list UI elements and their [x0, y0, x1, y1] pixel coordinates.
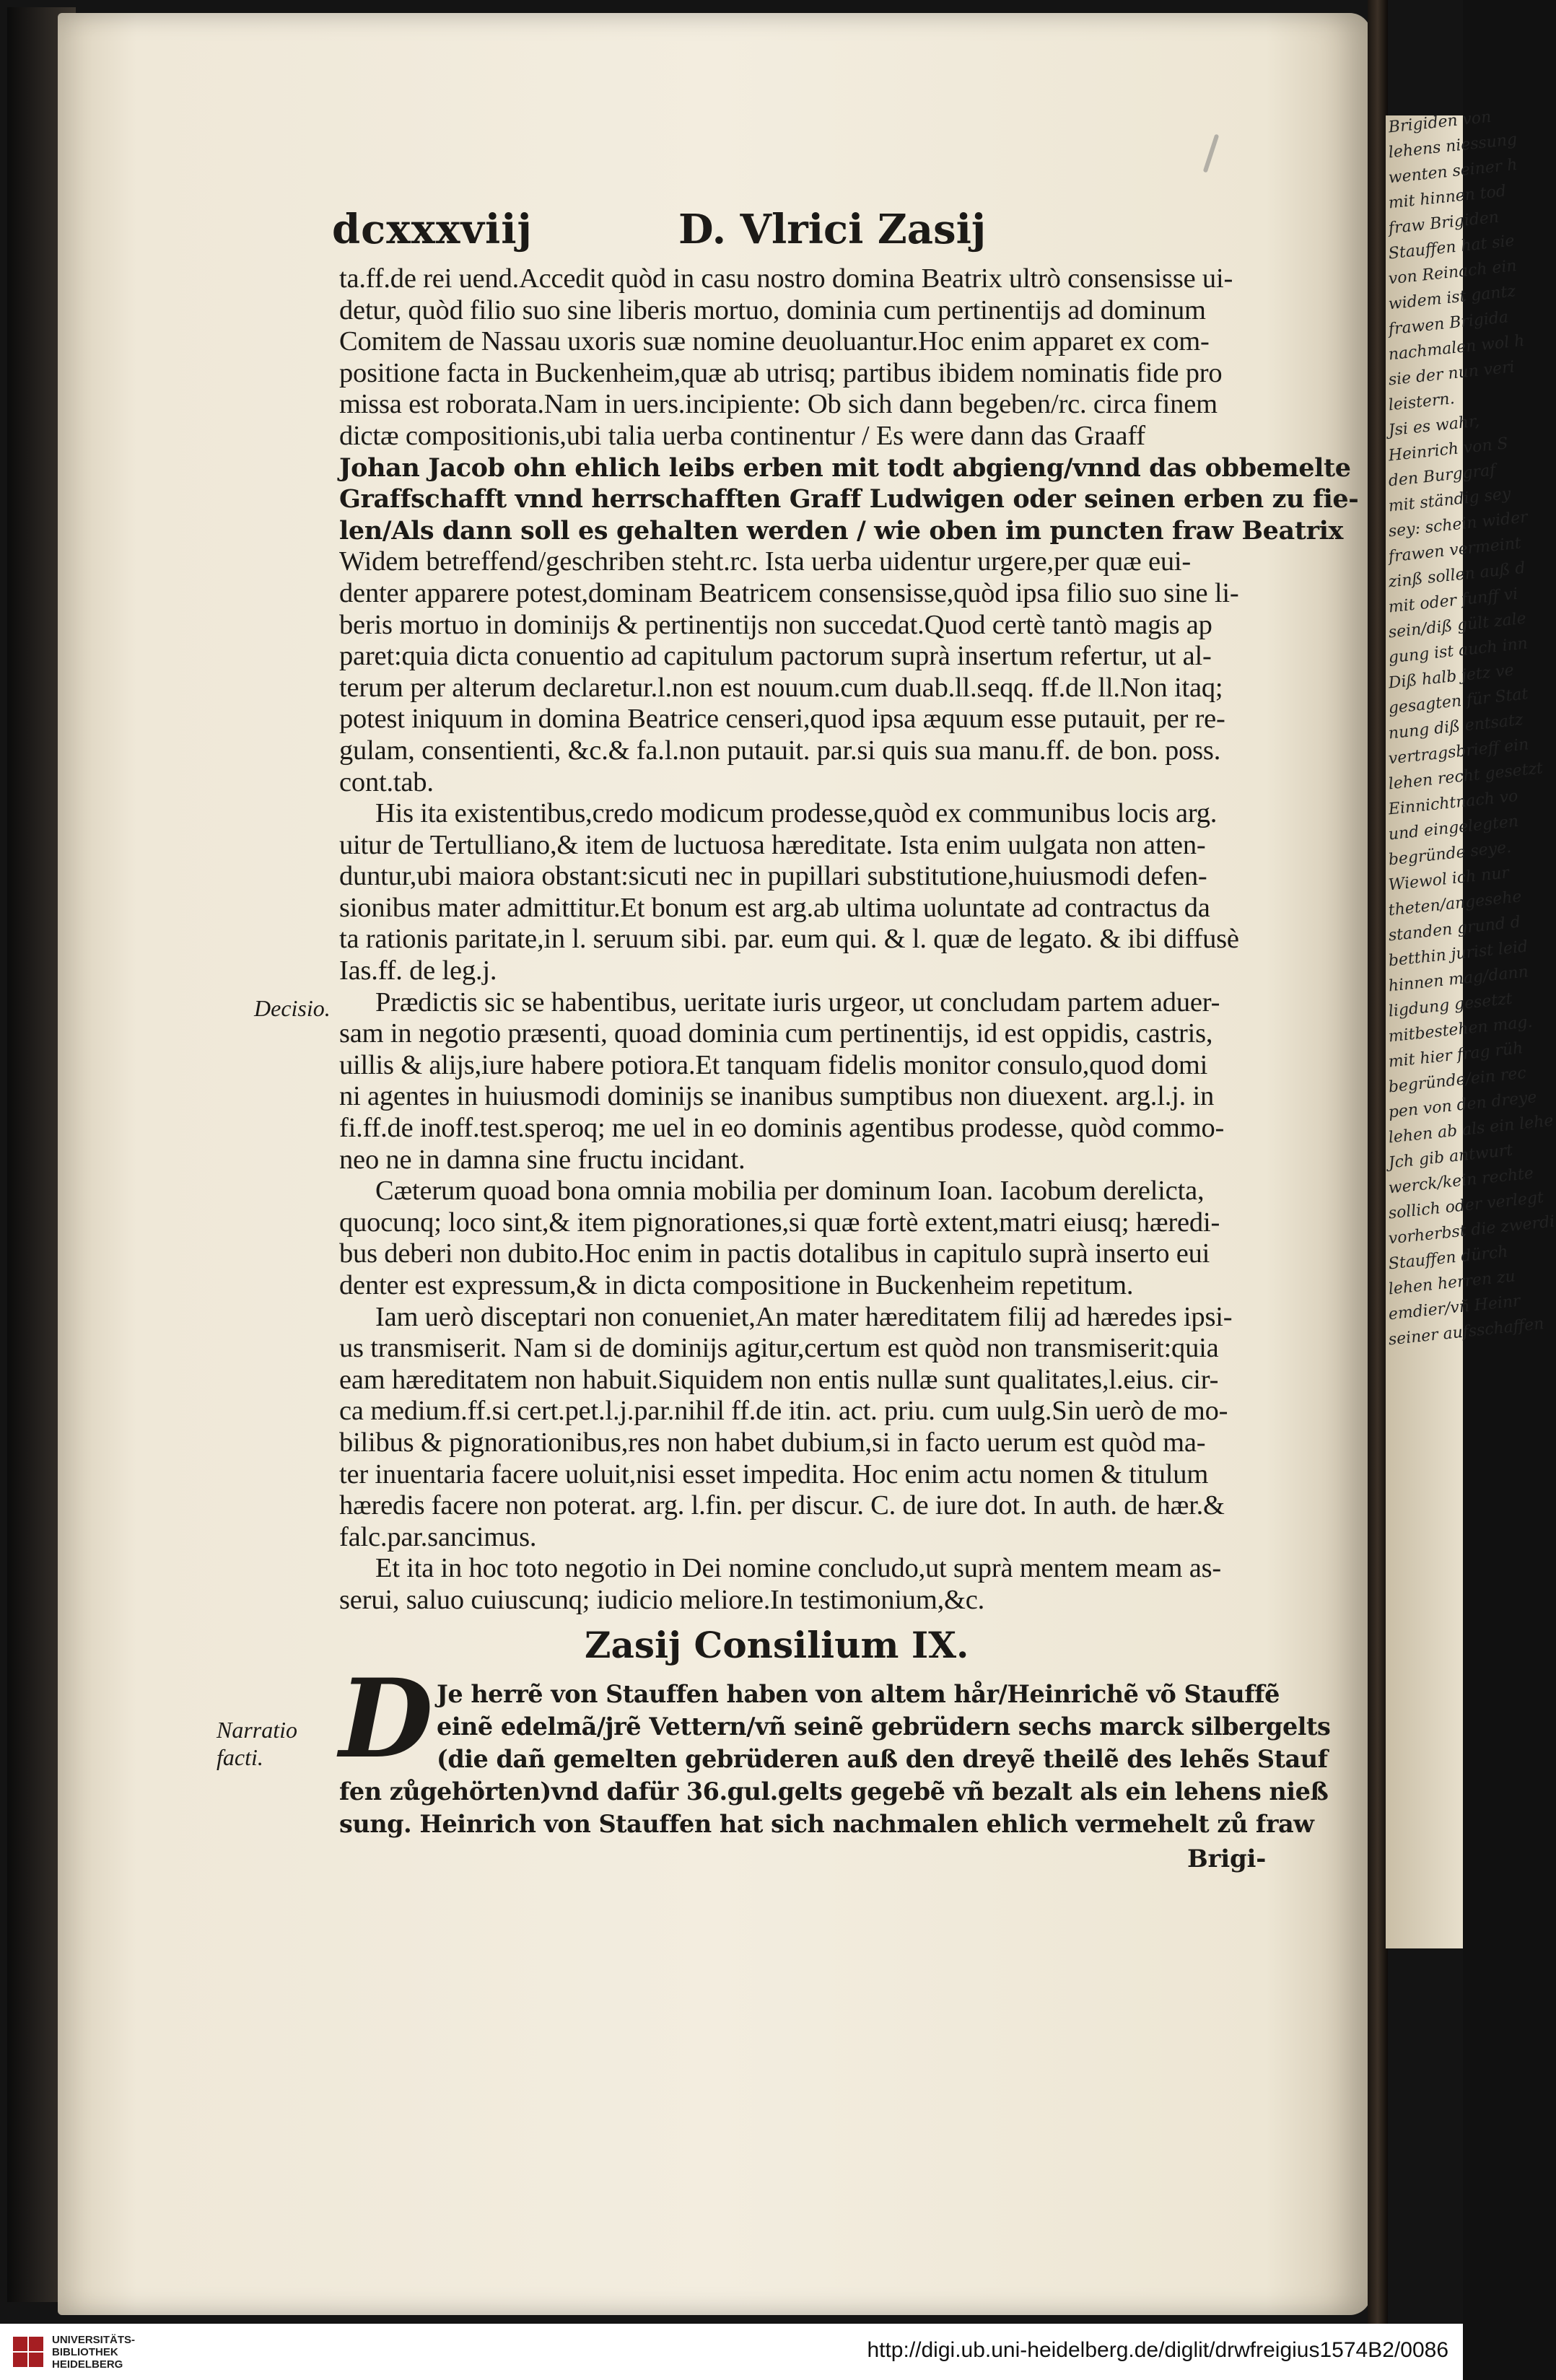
text-line: Iam uerò disceptari non conueniet,An mater hæreditatem filij ad hæredes ipsi-	[375, 1301, 1233, 1332]
facing-page-line: seiner aufsschaffen	[1387, 1315, 1545, 1349]
facing-page-line: begründe/ein rec	[1387, 1064, 1527, 1097]
facing-page-line: betthin jurist leid	[1387, 937, 1529, 971]
facing-page-line: theten/angesehe	[1387, 888, 1523, 920]
text-line: Cæterum quoad bona omnia mobilia per dominum Ioan. Iacobum derelicta,	[375, 1176, 1205, 1207]
facing-page-line: Stauffen dürch	[1387, 1243, 1509, 1274]
catchword: Brigi-	[1187, 1845, 1267, 1873]
facing-page-line: von Reinach ein	[1387, 256, 1518, 289]
text-line: uillis & alijs,iure habere potiora.Et tanquam fidelis monitor consulo,quod domi	[339, 1049, 1208, 1080]
institution-line: BIBLIOTHEK	[52, 2346, 118, 2358]
text-line: His ita existentibus,credo modicum prodesse,quòd ex communibus locis arg.	[375, 798, 1218, 829]
facing-page-line: mitbestehen mag.	[1387, 1012, 1534, 1046]
facing-page-line: Diß halb jetz ve	[1387, 661, 1515, 693]
narratio-text	[339, 1678, 1342, 1840]
marginal-note-narratio: Narratio	[217, 1717, 298, 1743]
facing-page-line: Brigiden von	[1387, 108, 1492, 137]
text-line: Ias.ff. de leg.j.	[339, 955, 497, 986]
folio-number: dcxxxviij	[332, 206, 533, 253]
facing-page-line: zinß sollen auß d	[1387, 559, 1526, 592]
institution-name	[52, 2334, 135, 2371]
text-line: fi.ff.de inoff.test.speroq; me uel in eo dominis agentibus prodesse, quòd commo-	[339, 1113, 1225, 1144]
facing-page-line: mit oder funff vi	[1387, 585, 1519, 617]
facing-page-line: Stauffen hat sie	[1387, 232, 1516, 263]
text-line: cont.tab.	[339, 766, 434, 797]
facing-page-line: Einnichtnach vo	[1387, 787, 1519, 819]
text-line: Graffschafft vnnd herrschafften Graff Ludwigen oder seinen erben zu fie-	[339, 484, 1359, 515]
text-line: quocunq; loco sint,& item pignorationes,si quæ fortè extent,matri eiusq; hæredi-	[339, 1207, 1220, 1238]
text-line: ni agentes in huiusmodi dominijs se inanibus sumptibus non diuexent. arg.l.j. in	[339, 1081, 1215, 1112]
drop-cap-initial: D	[339, 1655, 434, 1782]
consilium-body-text	[339, 263, 1359, 1616]
text-line: ter inuentaria facere uoluit,nisi esset impedita. Hoc enim actu nomen & titulum	[339, 1458, 1209, 1489]
facing-page-line: leistern.	[1387, 390, 1456, 415]
institution-line: HEIDELBERG	[52, 2358, 123, 2371]
text-line: terum per alterum declaretur.l.non est nouum.cum duab.ll.seqq. ff.de ll.Non itaq;	[339, 672, 1223, 703]
text-line: bus deberi non dubito.Hoc enim in pactis dotalibus in capitulo suprà inserto eui	[339, 1238, 1210, 1269]
facing-page-line: vorherbst die zwerdi	[1387, 1212, 1556, 1248]
text-line: hæredis facere non poterat. arg. l.fin. per discur. C. de iure dot. In auth. de hær.&	[339, 1490, 1225, 1521]
facing-page-line: den Burggraf	[1387, 461, 1497, 491]
text-line: positione facta in Buckenheim,quæ ab utrisq; partibus ibidem nominatis fide pro	[339, 357, 1223, 388]
text-line: sam in negotio præsenti, quoad dominia cum pertinentijs, id est oppidis, castris,	[339, 1018, 1213, 1049]
text-line: ta rationis paritate,in l. seruum sibi. par. eum qui. & l. quæ de legato. & ibi diffusè	[339, 924, 1239, 955]
source-url-link[interactable]: http://digi.ub.uni-heidelberg.de/diglit/drwfreigius1574B2/0086	[867, 2338, 1448, 2362]
text-line: Comitem de Nassau uxoris suæ nomine deuoluantur.Hoc enim apparet ex com-	[339, 326, 1210, 357]
text-line: Widem betreffend/geschriben steht.rc. Ista uerba uidentur urgere,per quæ eui-	[339, 546, 1192, 577]
facing-page-line: und eingelegten	[1387, 812, 1520, 844]
facing-page-line: wenten seiner h	[1387, 155, 1518, 188]
text-line: Prædictis sic se habentibus, ueritate iuris urgeor, ut concludam partem aduer-	[375, 986, 1220, 1018]
facing-page-line: lehen recht gesetzt	[1387, 759, 1544, 794]
facing-page-line: lehen herren zu	[1387, 1267, 1516, 1299]
facing-page-line: gung ist auch inn	[1387, 634, 1529, 668]
facing-page-line: sey: schein wider	[1387, 508, 1529, 541]
facing-page-edge	[1386, 108, 1556, 1948]
text-line: ca medium.ff.si cert.pet.l.j.par.nihil ff.de itin. act. priu. cum uulg.Sin uerò de mo-	[339, 1396, 1228, 1427]
facing-page-line: ligdung gesetzt	[1387, 989, 1513, 1021]
text-line: serui, saluo cuiuscunq; iudicio meliore.In testimonium,&c.	[339, 1584, 985, 1615]
marginal-note-facti: facti.	[217, 1744, 263, 1770]
text-line: gulam, consentienti, &c.& fa.l.non putauit. par.si quis sua manu.ff. de bon. poss.	[339, 735, 1221, 766]
text-line: uitur de Tertulliano,& item de luctuosa hæreditate. Ista enim uulgata non atten-	[339, 829, 1206, 860]
text-line: Johan Jacob ohn ehlich leibs erben mit todt abgieng/vnnd das obbemelte	[339, 452, 1351, 483]
running-title: D. Vlrici Zasij	[678, 206, 987, 253]
facing-page-line: sein/diß gült zale	[1387, 609, 1527, 642]
facing-page-line: vertragsbrieff ein	[1387, 735, 1530, 769]
text-line: detur, quòd filio suo sine liberis mortuo, dominia cum pertinentijs ad dominum	[339, 294, 1206, 325]
facing-page-line: nachmalen wol h	[1387, 331, 1526, 364]
facing-page-line: standen grund d	[1387, 913, 1522, 945]
narratio-line: sung. Heinrich von Stauffen hat sich nachmalen ehlich vermehelt zů fraw	[339, 1810, 1314, 1838]
facing-page-line: sollich oder verlegt	[1387, 1189, 1545, 1223]
narratio-line: einẽ edelmã/jrẽ Vettern/vñ seinẽ gebrüdern sechs marck silbergelts	[437, 1712, 1331, 1741]
facing-page-line: begründe seye.	[1387, 838, 1513, 870]
marginal-note-decisio: Decisio.	[254, 995, 331, 1021]
facing-page-line: mit ständig sey	[1387, 484, 1512, 516]
institution-line: UNIVERSITÄTS-	[52, 2334, 136, 2346]
text-line: beris mortuo in dominijs & pertinentijs non succedat.Quod certè tantò magis ap	[339, 609, 1212, 640]
facing-page-line: frawen Brigida	[1387, 308, 1510, 339]
text-line: duntur,ubi maiora obstant:sicuti nec in pupillari substitutione,huiusmodi defen-	[339, 861, 1207, 892]
facing-page-line: frawen vermeint	[1387, 534, 1522, 566]
facing-page-line: Jsi es wahr,	[1387, 412, 1481, 440]
text-line: sionibus mater admittitur.Et bonum est arg.ab ultima uoluntate ad contractus da	[339, 892, 1210, 923]
facing-page-line: gesagten für Stat	[1387, 685, 1529, 718]
narratio-line: fen zůgehörten)vnd dafür 36.gul.gelts gegebẽ vñ bezalt als ein lehens nieß	[339, 1777, 1329, 1806]
text-line: Et ita in hoc toto negotio in Dei nomine concludo,ut suprà mentem meam as-	[375, 1553, 1222, 1584]
university-library-logo-icon	[12, 2335, 45, 2368]
text-line: paret:quia dicta conuentio ad capitulum pactorum suprà insertum refertur, ut al-	[339, 641, 1212, 672]
facing-page-line: mit hier frag rüh	[1387, 1039, 1524, 1072]
section-heading: Zasij Consilium IX.	[585, 1624, 969, 1666]
text-line: bilibus & pignorationibus,res non habet dubium,si in facto uerum est quòd ma-	[339, 1427, 1206, 1458]
text-line: denter apparere potest,dominam Beatricem consensisse,quòd ipsa filio suo sine li-	[339, 577, 1239, 608]
text-line: missa est roborata.Nam in uers.incipiente: Ob sich dann begeben/rc. circa finem	[339, 389, 1218, 420]
text-line: denter est expressum,& in dicta compositione in Buckenheim repetitum.	[339, 1270, 1134, 1300]
facing-page-line: lehen ab als ein lehe	[1387, 1111, 1555, 1147]
text-line: len/Als dann soll es gehalten werden / wie oben im puncten fraw Beatrix	[339, 515, 1343, 546]
facing-page-line: sie der nun veri	[1387, 358, 1516, 390]
text-line: neo ne in damna sine fructu incidant.	[339, 1144, 746, 1175]
text-line: ta.ff.de rei uend.Accedit quòd in casu nostro domina Beatrix ultrò consensisse ui-	[339, 263, 1233, 294]
facing-page-line: werck/kein rechte	[1387, 1164, 1535, 1198]
footer-bar	[0, 2324, 1463, 2380]
text-line: dictæ compositionis,ubi talia uerba continentur / Es were dann das Graaff	[339, 420, 1145, 451]
facing-page-line: mit hinnen tod	[1387, 182, 1508, 213]
facing-page-line: fraw Brigiden	[1387, 208, 1500, 238]
facing-page-line: nung diß entsatz	[1387, 711, 1524, 743]
facing-page-line: Wiewol ich nur	[1387, 864, 1511, 895]
text-line: falc.par.sancimus.	[339, 1521, 537, 1552]
text-line: potest iniquum in domina Beatrice censeri,quod ipsa æquum esse putauit, per re-	[339, 704, 1225, 735]
facing-page-line: Jch gib antwurt	[1387, 1141, 1514, 1173]
narratio-line: (die dañ gemelten gebrüderen auß den dreyẽ theilẽ des lehẽs Stauf	[437, 1745, 1328, 1773]
facing-page-line: lehens niessung	[1387, 130, 1518, 162]
page-header	[332, 206, 1342, 263]
facing-page-line: widem ist gantz	[1387, 282, 1517, 314]
text-line: eam hæreditatem non habuit.Siquidem non entis nullæ sunt qualitates,l.eius. cir-	[339, 1364, 1219, 1395]
text-line: us transmiserit. Nam si de dominijs agitur,certum est quòd non transmiserit:quia	[339, 1333, 1219, 1364]
facing-page-line: hinnen mag/dann	[1387, 963, 1529, 996]
narratio-line: Je herrẽ von Stauffen haben von altem hår/Heinrichẽ võ Stauffẽ	[437, 1680, 1280, 1708]
facing-page-line: Heinrich von S	[1387, 434, 1509, 465]
facing-page-line: pen von den dreye	[1387, 1088, 1538, 1122]
facing-page-line: emdier/vñ Heinr	[1387, 1292, 1521, 1324]
